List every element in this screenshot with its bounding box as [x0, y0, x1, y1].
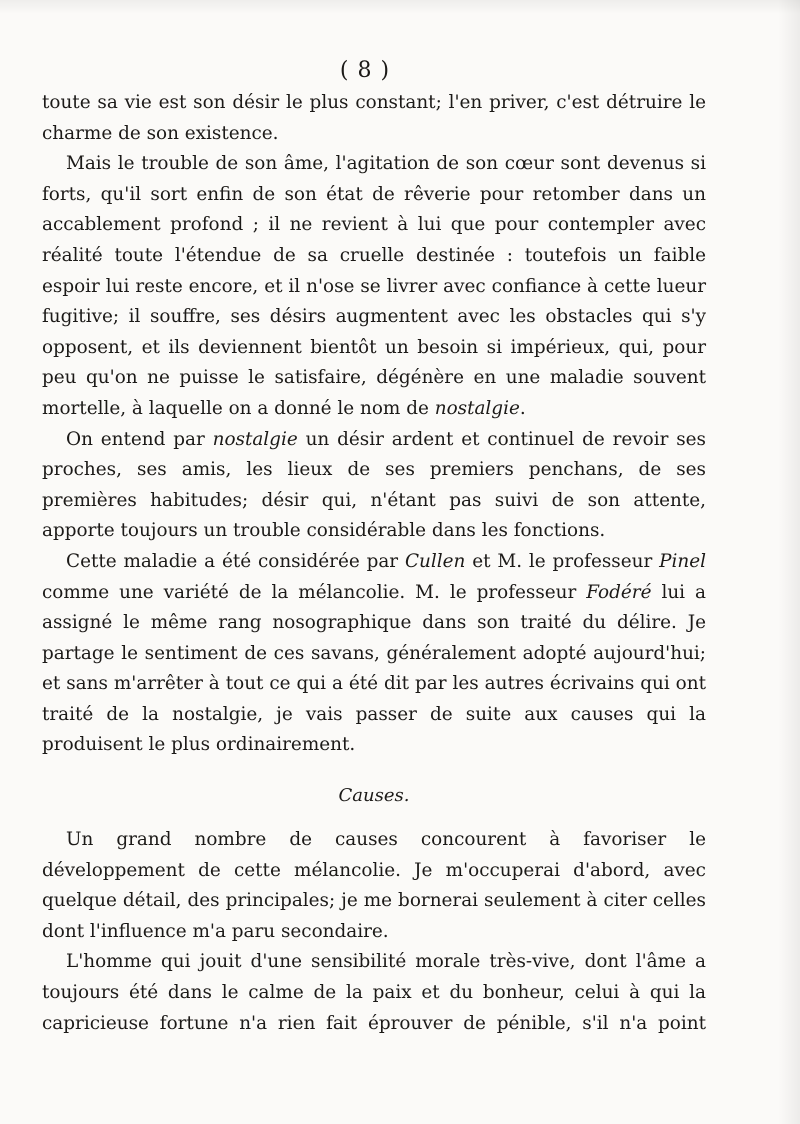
paragraph-5-text: Un grand nombre de causes concourent à favoriser le développement de cette mélancolie. Je m'occuperai d'abord, avec quelque détail, des principales; je me bornerai seulement à citer celles dont l'influence m'a paru secondaire.: [42, 829, 706, 942]
scan-shadow-right: [778, 0, 800, 1124]
paragraph-3-term: nostalgie: [212, 428, 298, 450]
paragraph-2-text: Mais le trouble de son âme, l'agitation de son cœur sont devenus si forts, qu'il sort enfin de son état de rêverie pour retomber dans un accablement profond ; il ne revient à lui que pour contempler avec réalité toute l'étendue de sa cruelle destinée : toutefois un faible espoir lui reste encore, et il n'ose se livrer avec confiance à cette lueur fugitive; il souffre, ses désirs augmentent avec les obstacles qui s'y opposent, et ils deviennent bientôt un besoin si impérieux, qui, pour peu qu'on ne puisse le satisfaire, dégénère en une maladie souvent mortelle, à laquelle on a donné le nom de: [42, 153, 706, 419]
paragraph-3-text: un désir ardent et continuel de revoir ses proches, ses amis, les lieux de ses premiers penchans, de ses premières habitudes; désir qui, n'étant pas suivi de son attente, apporte toujours un trouble considérable dans les fonctions.: [42, 428, 706, 542]
paragraph-4-text-d: lui a assigné le même rang nosographique dans son traité du délire. Je partage le sentiment de ces savans, généralement adopté aujourd'hui; et sans m'arrêter à tout ce qui a été dit par les autres écrivains qui ont traité de la nostalgie, je vais passer de suite aux causes qui la produisent le plus ordinairement.: [42, 581, 707, 756]
paragraph-4-text-b: et M. le professeur: [465, 550, 660, 572]
paragraph-2-term: nostalgie: [434, 397, 520, 419]
section-heading-causes: Causes.: [338, 785, 410, 807]
paragraph-3-start: On entend par: [66, 428, 213, 450]
paragraph-2: [42, 149, 706, 424]
paragraph-5: [42, 825, 706, 947]
paragraph-6-text: L'homme qui jouit d'une sensibilité morale très-vive, dont l'âme a toujours été dans le calme de la paix et du bonheur, celui à qui la capricieuse fortune n'a rien fait éprouver de pénible, s'il n'a point: [42, 951, 706, 1034]
paragraph-6: [42, 947, 706, 1039]
paragraph-1-text: toute sa vie est son désir le plus constant; l'en priver, c'est détruire le charme de son existence.: [42, 92, 706, 144]
page-number: ( 8 ): [339, 58, 391, 83]
author-pinel: Pinel: [659, 550, 706, 572]
scan-shadow-top: [0, 0, 800, 14]
paragraph-4-text-a: Cette maladie a été considérée par: [66, 550, 405, 572]
paragraph-1: [42, 88, 706, 149]
body-text: [42, 88, 706, 1039]
author-cullen: Cullen: [404, 550, 466, 572]
paragraph-3: [42, 425, 706, 547]
paragraph-2-end: .: [519, 397, 526, 419]
paragraph-4: [42, 547, 706, 761]
author-fodere: Fodéré: [586, 581, 652, 603]
paragraph-4-text-c: comme une variété de la mélancolie. M. le professeur: [42, 581, 587, 603]
